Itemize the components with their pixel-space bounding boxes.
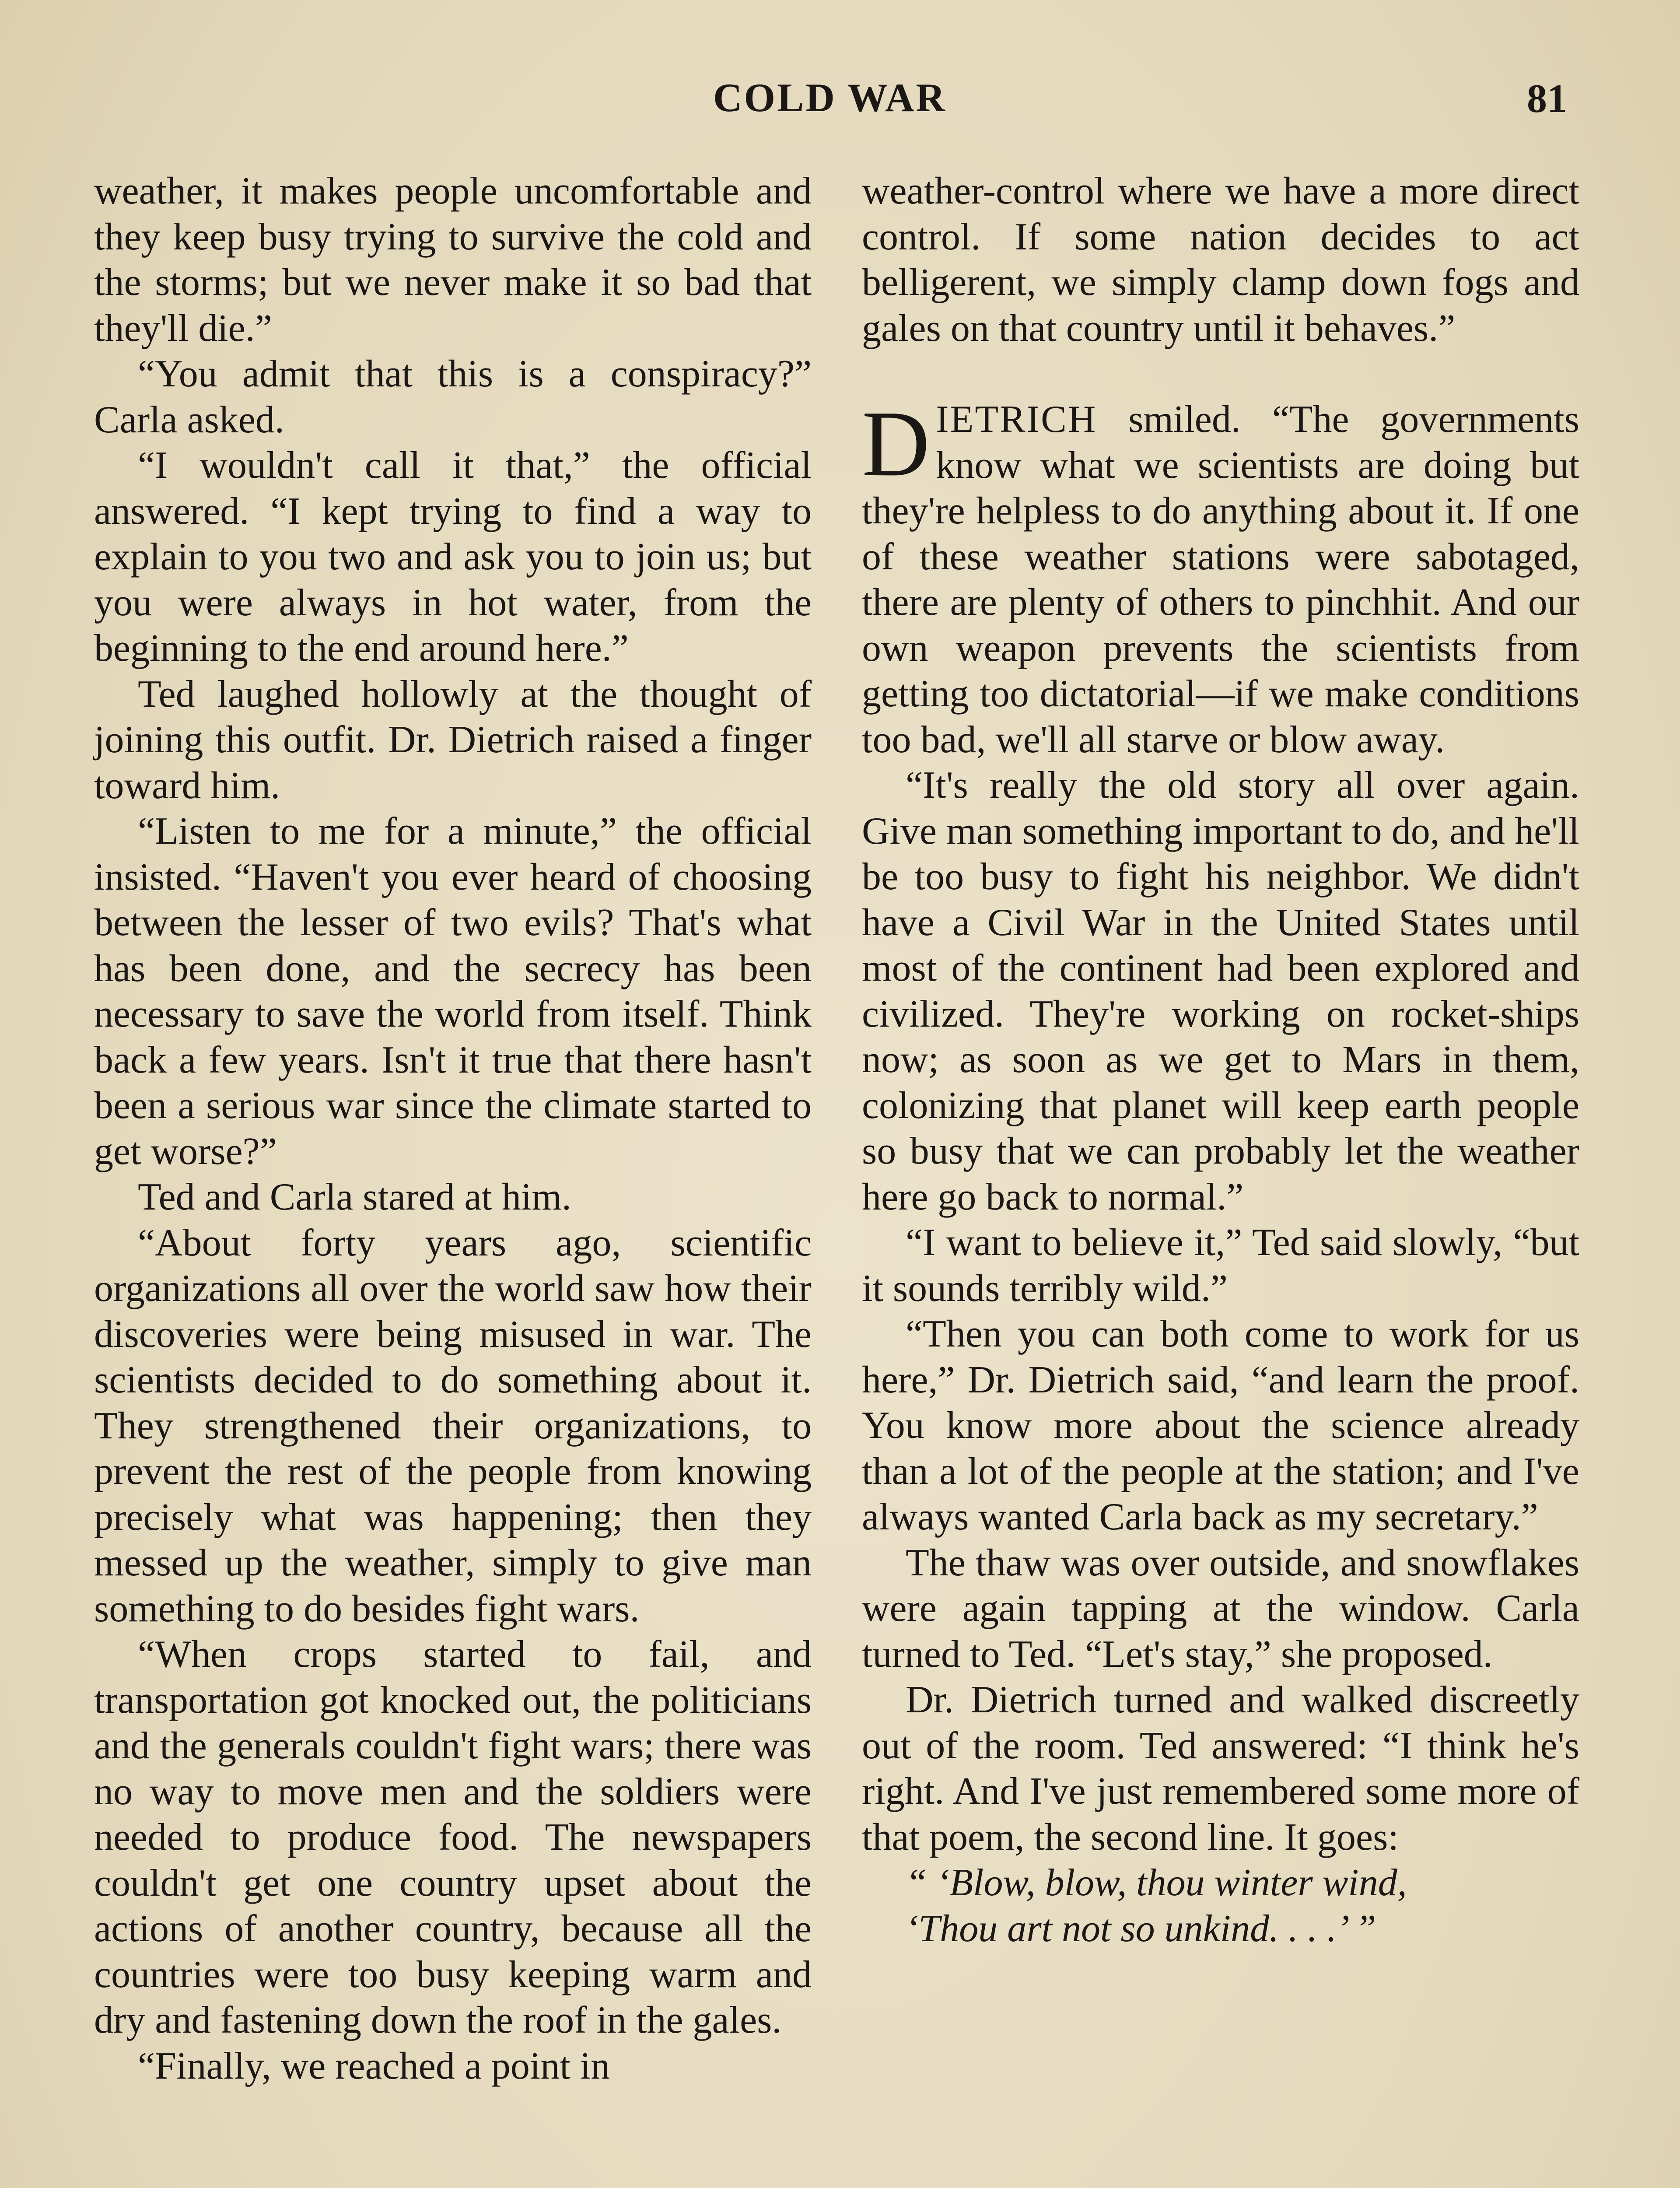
paragraph: weather-control where we have a more direct control. If some nation decides to act belligerent, we simply clamp down fogs and gales on that country until it behaves.” bbox=[862, 170, 1579, 350]
paragraph: “Listen to me for a minute,” the official insisted. “Haven't you ever heard of choosing between the lesser of two evils? That's what has been done, and the secrecy has been necessary to save the world from itself. Think back a few years. Isn't it true that there hasn't been a serious war since the climate started to get worse?” bbox=[94, 810, 812, 1173]
verse-line: ‘Thou art not so unkind. . . .’ ” bbox=[906, 1907, 1376, 1950]
paragraph: The thaw was over outside, and snowflakes were again tapping at the window. Carla turned to Ted. “Let's stay,” she proposed. bbox=[862, 1541, 1579, 1676]
drop-cap: D bbox=[862, 391, 930, 496]
paragraph: Ted laughed hollowly at the thought of joining this outfit. Dr. Dietrich raised a finger toward him. bbox=[94, 673, 812, 807]
section-break bbox=[862, 351, 1579, 397]
right-text-column bbox=[862, 168, 1579, 1952]
paragraph: “Then you can both come to work for us here,” Dr. Dietrich said, “and learn the proof. You know more about the science already than a lot of the people at the station; and I've always wanted Carla back as my secretary.” bbox=[862, 1313, 1579, 1538]
paragraph: “It's really the old story all over again. Give man something important to do, and he'll be too busy to fight his neighbor. We didn't have a Civil War in the United States until most of the continent had been explored and civilized. They're working on rocket-ships now; as soon as we get to Mars in them, colonizing that planet will keep earth people so busy that we can probably let the weather here go back to normal.” bbox=[862, 764, 1579, 1218]
paragraph: Ted and Carla stared at him. bbox=[138, 1176, 571, 1218]
paragraph: “I want to believe it,” Ted said slowly, “but it sounds terribly wild.” bbox=[862, 1221, 1579, 1310]
dropcap-paragraph bbox=[862, 391, 1579, 763]
paragraph: “About forty years ago, scientific organizations all over the world saw how their discoveries were being misused in war. The scientists decided to do something about it. They strengthened their organizations, to prevent the rest of the people from knowing precisely what was happening; then they messed up the weather, simply to give man something to do besides fight wars. bbox=[94, 1221, 812, 1630]
paragraph: “Finally, we reached a point in bbox=[138, 2044, 610, 2087]
paragraph: “You admit that this is a conspiracy?” Carla asked. bbox=[94, 353, 812, 441]
left-text-column bbox=[94, 168, 812, 2089]
running-head: COLD WAR bbox=[713, 75, 947, 120]
verse-line: “ ‘Blow, blow, thou winter wind, bbox=[906, 1862, 1407, 1904]
paragraph: weather, it makes people uncomfortable and they keep busy trying to survive the cold and the storms; but we never make it so bad that they'll die.” bbox=[94, 170, 812, 350]
page-number: 81 bbox=[1527, 76, 1567, 121]
paragraph-text: smiled. “The governments know what we scientists are doing but they're helpless to do anything about it. If one of these weather stations were sabotaged, there are plenty of others to pinchhit. And our own weapon prevents the scientists from getting too dictatorial—if we make conditions too bad, we'll all starve or blow away. bbox=[862, 398, 1579, 761]
small-caps-word: IETRICH bbox=[936, 398, 1097, 441]
paragraph: “I wouldn't call it that,” the official answered. “I kept trying to find a way to explain to you two and ask you to join us; but you were always in hot water, from the beginning to the end around here.” bbox=[94, 444, 812, 670]
paragraph: “When crops started to fail, and transportation got knocked out, the politicians and the generals couldn't fight wars; there was no way to move men and the soldiers were needed to produce food. The newspapers couldn't get one country upset about the actions of another country, because all the countries were too busy keeping warm and dry and fastening down the roof in the gales. bbox=[94, 1633, 812, 2041]
paragraph: Dr. Dietrich turned and walked discreetly out of the room. Ted answered: “I think he's right. And I've just remembered some more of that poem, the second line. It goes: bbox=[862, 1679, 1579, 1858]
